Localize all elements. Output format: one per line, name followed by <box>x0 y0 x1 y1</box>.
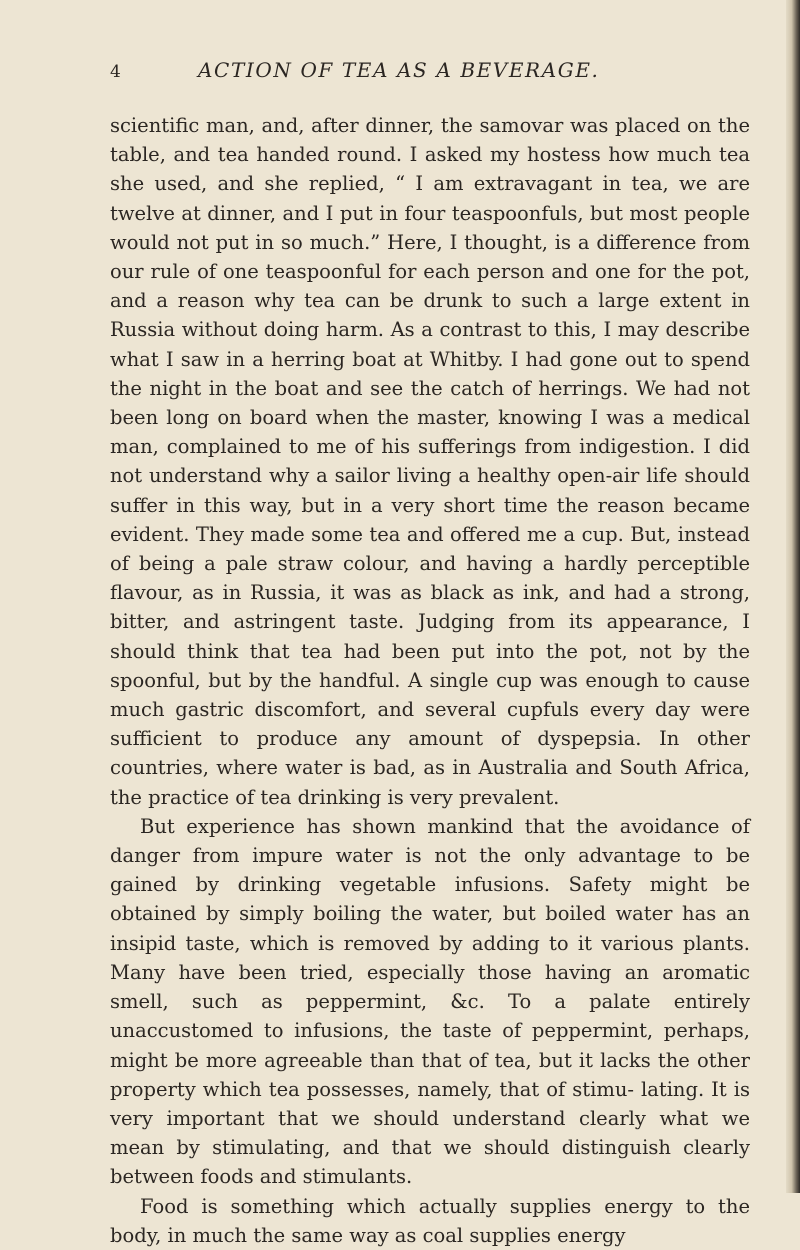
body-text <box>110 111 750 1250</box>
paragraph-2: But experience has shown mankind that the avoidance of danger from impure water is not the only advantage to be gained by drinking vegetable infusions. Safety might be obtained by simply boiling the water, but boiled water has an insipid taste, which is removed by adding to it various plants. Many have been tried, especially those having an aromatic smell, such as peppermint, &c. To a palate entirely unaccustomed to infusions, the taste of peppermint, perhaps, might be more agreeable than that of tea, but it lacks the other property which tea possesses, namely, that of stimu- lating. It is very important that we should understand clearly what we mean by stimulating, and that we should distinguish clearly between foods and stimulants. <box>110 814 750 1189</box>
paragraph-1: scientific man, and, after dinner, the samovar was placed on the table, and tea handed round. I asked my hostess how much tea she used, and she replied, “ I am extravagant in tea, we are twelve at dinner, and I put in four teaspoonfuls, but most people would not put in so much.” Here, I thought, is a difference from our rule of one teaspoonful for each person and one for the pot, and a reason why tea can be drunk to such a large extent in Russia without doing harm. As a contrast to this, I may describe what I saw in a herring boat at Whitby. I had gone out to spend the night in the boat and see the catch of herrings. We had not been long on board when the master, knowing I was a medical man, complained to me of his sufferings from indigestion. I did not understand why a sailor living a healthy open-air life should suffer in this way, but in a very short time the reason became evident. They made some tea and offered me a cup. But, instead of being a pale straw colour, and having a hardly perceptible flavour, as in Russia, it was as black as ink, and had a strong, bitter, and astringent taste. Judging from its appearance, I should think that tea had been put into the pot, not by the spoonful, but by the handful. A single cup was enough to cause much gastric discomfort, and several cupfuls every day were sufficient to produce any amount of dyspepsia. In other countries, where water is bad, as in Australia and South Africa, the practice of tea drinking is very prevalent. <box>110 114 750 809</box>
page-number: 4 <box>110 62 121 82</box>
page-header <box>110 58 750 88</box>
running-title: ACTION OF TEA AS A BEVERAGE. <box>198 58 600 82</box>
page-edge-shadow <box>786 0 800 1193</box>
paragraph-3: Food is something which actually supplies energy to the body, in much the same way as coal supplies energy <box>110 1194 750 1247</box>
